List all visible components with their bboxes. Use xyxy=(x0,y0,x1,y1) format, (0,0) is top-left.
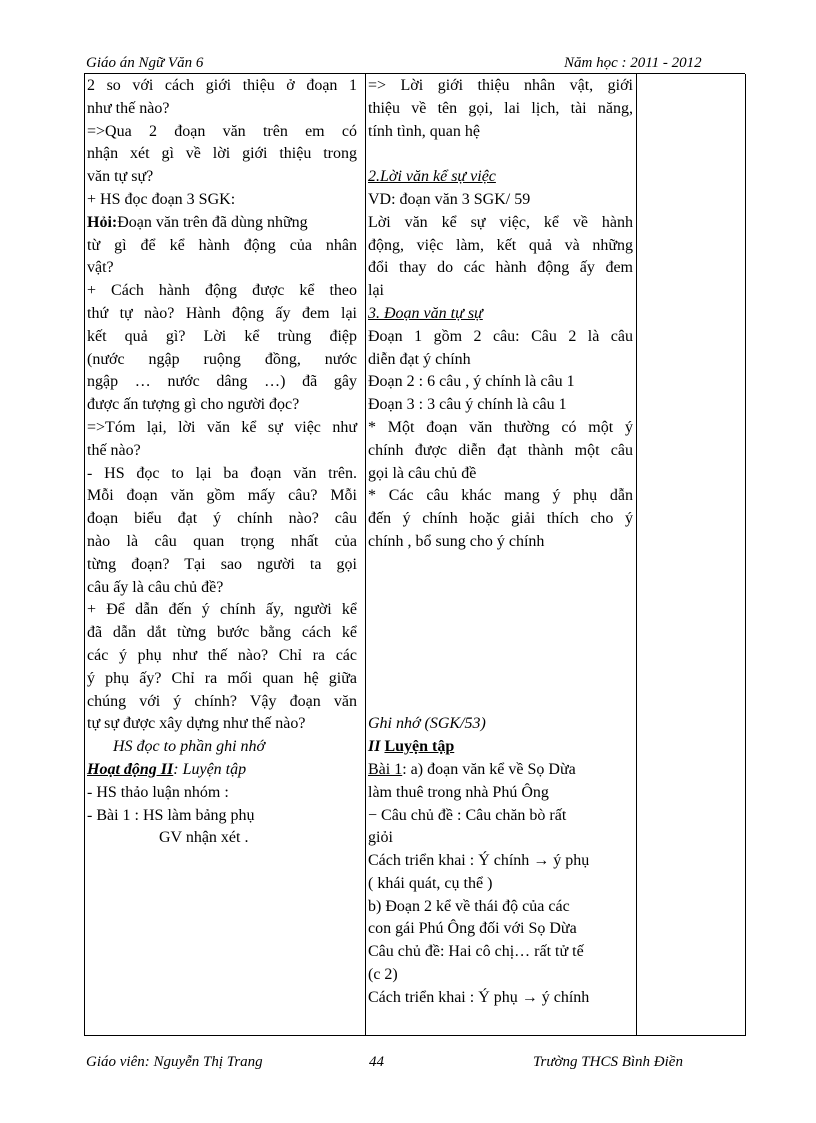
activities-column xyxy=(87,75,357,850)
question-line xyxy=(87,212,357,235)
text-line: từ gì để kể hành động của nhân xyxy=(87,236,357,254)
page-number: 44 xyxy=(369,1054,384,1070)
footer-school: Trường THCS Bình Điền xyxy=(533,1054,683,1070)
text-line: giỏi xyxy=(368,829,393,847)
text-line: Đoạn 2 : 6 câu , ý chính là câu 1 xyxy=(368,373,575,391)
text-line: GV nhận xét . xyxy=(159,829,249,847)
activity-title: : Luyện tập xyxy=(173,760,247,778)
text-line: tính tình, quan hệ xyxy=(368,122,480,140)
text-line: (nước ngập ruộng đồng, nước xyxy=(87,350,357,368)
text-line: nào là câu quan trọng nhất của xyxy=(87,532,357,550)
text-line: =>Qua 2 đoạn văn trên em có xyxy=(87,122,357,140)
text-line: chính , bổ sung cho ý chính xyxy=(368,532,545,550)
text-line: động, việc làm, kết quả và những xyxy=(368,236,633,254)
question-text: Đoạn văn trên đã dùng những xyxy=(117,213,308,231)
text-line: thế nào? xyxy=(87,441,141,459)
memo-reference: Ghi nhớ (SGK/53) xyxy=(368,715,486,733)
text-line: - HS thảo luận nhóm : xyxy=(87,783,229,801)
activity-heading xyxy=(87,759,357,782)
development-text: Cách triển khai : Ý phụ xyxy=(368,988,522,1006)
text-line: như thế nào? xyxy=(87,99,170,117)
development-line xyxy=(368,850,633,873)
text-line: chính được diễn đạt thành một câu xyxy=(368,441,633,459)
arrow-right-icon: → xyxy=(521,988,538,1006)
text-line: được ấn tượng gì cho người đọc? xyxy=(87,396,300,414)
section-heading-2: 2.Lời văn kể sự việc xyxy=(368,168,496,186)
text-line: tự sự được xây dựng như thế nào? xyxy=(87,715,306,733)
text-line: + Để dẫn đến ý chính ấy, người kể xyxy=(87,601,357,619)
text-line: + HS đọc đoạn 3 SGK: xyxy=(87,190,236,208)
text-line: ( khái quát, cụ thể ) xyxy=(368,874,493,892)
text-line: VD: đoạn văn 3 SGK/ 59 xyxy=(368,190,531,208)
text-line: từng đoạn? Tại sao người ta gọi xyxy=(87,555,357,573)
arrow-right-icon: → xyxy=(533,852,550,870)
text-line: Câu chủ đề: Hai cô chị… rất tử tế xyxy=(368,943,584,961)
text-line: * Các câu khác mang ý phụ dẫn xyxy=(368,487,633,505)
text-line: − Câu chủ đề : Câu chăn bò rất xyxy=(368,806,567,824)
text-line: + Cách hành động được kể theo xyxy=(87,282,357,300)
text-line: 2 so với cách giới thiệu ở đoạn 1 xyxy=(87,77,357,94)
practice-numeral: II xyxy=(368,738,385,756)
exercise-label: Bài 1 xyxy=(368,760,403,778)
text-line: Mỗi đoạn văn gồm mấy câu? Mỗi xyxy=(87,487,357,505)
text-line: chúng với ý chính? Vậy đoạn văn xyxy=(87,692,357,710)
text-line: làm thuê trong nhà Phú Ông xyxy=(368,783,549,801)
development-text-end: ý phụ xyxy=(549,852,590,870)
text-line: kết quả gì? Lời kể trùng điệp xyxy=(87,327,357,345)
text-line: thiệu về tên gọi, lai lịch, tài năng, xyxy=(368,99,633,117)
column-divider-1 xyxy=(365,74,366,1035)
text-line: ý phụ ấy? Chỉ ra mối quan hệ giữa xyxy=(87,669,357,687)
text-line: Đoạn 3 : 3 câu ý chính là câu 1 xyxy=(368,396,567,414)
text-line: con gái Phú Ông đối với Sọ Dừa xyxy=(368,920,577,938)
text-line: văn tự sự? xyxy=(87,168,154,186)
text-line: - HS đọc to lại ba đoạn văn trên. xyxy=(87,464,357,482)
exercise-text: : a) đoạn văn kể về Sọ Dừa xyxy=(402,760,576,778)
lesson-table xyxy=(84,74,746,1036)
column-divider-2 xyxy=(636,74,637,1035)
activity-label: Hoạt động II xyxy=(87,760,174,778)
text-line: => Lời giới thiệu nhân vật, giới xyxy=(368,77,633,94)
text-line: các ý phụ như thế nào? Chỉ ra các xyxy=(87,646,357,664)
section-heading-3: 3. Đoạn văn tự sự xyxy=(368,304,483,322)
text-line: diễn đạt ý chính xyxy=(368,350,471,368)
text-line: Đoạn 1 gồm 2 câu: Câu 2 là câu xyxy=(368,327,633,345)
text-line: =>Tóm lại, lời văn kể sự việc như xyxy=(87,418,357,436)
content-column xyxy=(368,75,633,1010)
text-line: vật? xyxy=(87,259,114,277)
text-line: nhận xét gì về lời giới thiệu trong xyxy=(87,145,357,163)
practice-heading xyxy=(368,736,633,759)
text-line: (c 2) xyxy=(368,966,398,984)
text-line: * Một đoạn văn thường có một ý xyxy=(368,418,633,436)
development-line xyxy=(368,987,633,1010)
development-text-end: ý chính xyxy=(537,988,590,1006)
text-line: - Bài 1 : HS làm bảng phụ xyxy=(87,806,255,824)
header-subject: Giáo án Ngữ Văn 6 xyxy=(86,55,204,71)
question-label: Hỏi: xyxy=(87,213,118,231)
text-line: thứ tự nào? Hành động ấy đem lại xyxy=(87,304,357,322)
text-line: đã dẫn dắt từng bước bằng cách kể xyxy=(87,624,357,642)
text-line: lại xyxy=(368,282,384,300)
header-school-year: Năm học : 2011 - 2012 xyxy=(564,55,702,71)
memo-instruction: HS đọc to phần ghi nhớ xyxy=(113,738,266,756)
text-line: Lời văn kể sự việc, kể về hành xyxy=(368,213,633,231)
text-line: đoạn biểu đạt ý chính nào? câu xyxy=(87,510,357,528)
text-line: đổi thay do các hành động ấy đem xyxy=(368,259,633,277)
practice-title: Luyện tập xyxy=(384,738,455,756)
exercise-line xyxy=(368,759,633,782)
footer-teacher: Giáo viên: Nguyễn Thị Trang xyxy=(86,1054,263,1070)
text-line: đến ý chính hoặc giải thích cho ý xyxy=(368,510,633,528)
development-text: Cách triển khai : Ý chính xyxy=(368,852,534,870)
text-line: gọi là câu chủ đề xyxy=(368,464,477,482)
text-line: b) Đoạn 2 kể về thái độ của các xyxy=(368,897,570,915)
text-line: ngập … nước dâng …) đã gây xyxy=(87,373,357,391)
page-header xyxy=(84,55,745,74)
text-line: câu ấy là câu chủ đề? xyxy=(87,578,224,596)
